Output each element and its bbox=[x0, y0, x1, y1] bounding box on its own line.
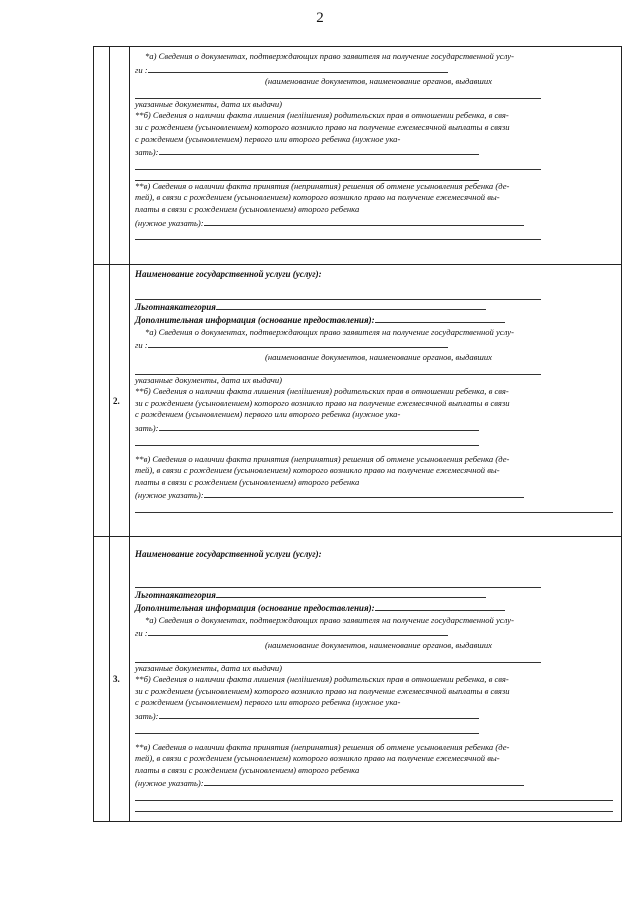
section-a-caption: (наименование документов, наименование органов, выдавших bbox=[265, 639, 492, 650]
section-b-text-3: с рождением (усыновлением) первого или второго ребенка (нужное ука- bbox=[135, 409, 401, 420]
blank-line[interactable] bbox=[135, 88, 541, 99]
additional-info-field[interactable] bbox=[375, 601, 505, 611]
section-a-caption: (наименование документов, наименование органов, выдавших bbox=[265, 351, 492, 362]
section-a-text-2: ги : bbox=[135, 64, 148, 75]
section-v-text-3: платы в связи с рождением (усыновлением) второго ребенка bbox=[135, 764, 360, 775]
row-number: 3. bbox=[113, 674, 120, 684]
blank-line[interactable] bbox=[135, 289, 541, 300]
section-v-text-4: (нужное указать): bbox=[135, 490, 204, 501]
row-content bbox=[130, 537, 622, 822]
table-row bbox=[94, 265, 622, 537]
section-b-field[interactable] bbox=[159, 145, 479, 155]
section-b-text-4: зать): bbox=[135, 422, 159, 433]
blank-line[interactable] bbox=[135, 790, 613, 801]
section-v-text-2: тей), в связи с рождением (усыновлением) которого возникло право на получение ежемесячной вы- bbox=[135, 465, 500, 476]
section-a-caption-2: указанные документы, дата их выдачи) bbox=[135, 98, 283, 109]
section-a-text: *а) Сведения о документах, подтверждающих право заявителя на получение государственной услу- bbox=[145, 51, 514, 61]
section-a-caption-2: указанные документы, дата их выдачи) bbox=[135, 662, 283, 673]
table-row bbox=[94, 537, 622, 822]
section-v-field[interactable] bbox=[204, 776, 524, 786]
blank-line[interactable] bbox=[135, 229, 541, 240]
section-v-text: **в) Сведения о наличии факта принятия (непринятия) решения об отмене усыновления ребенка (де- bbox=[135, 180, 510, 191]
section-a-caption: (наименование документов, наименование органов, выдавших bbox=[265, 76, 492, 87]
section-b-field[interactable] bbox=[159, 421, 479, 431]
blank-line[interactable] bbox=[135, 801, 613, 812]
section-v-text: **в) Сведения о наличии факта принятия (непринятия) решения об отмене усыновления ребенка (де- bbox=[135, 741, 510, 752]
section-a-field[interactable] bbox=[148, 338, 448, 348]
empty-cell bbox=[94, 537, 110, 822]
section-a-field[interactable] bbox=[148, 63, 448, 73]
category-label: Льготнаякатегория bbox=[135, 589, 216, 600]
row-number-cell bbox=[110, 265, 130, 537]
blank-line[interactable] bbox=[135, 170, 479, 181]
application-table bbox=[93, 46, 622, 822]
blank-line[interactable] bbox=[135, 652, 541, 663]
section-b-text-4: зать): bbox=[135, 710, 159, 721]
page-number: 2 bbox=[316, 10, 324, 26]
section-v-field[interactable] bbox=[204, 216, 524, 226]
section-a-text: *а) Сведения о документах, подтверждающих право заявителя на получение государственной услу- bbox=[145, 326, 514, 337]
section-v-text-3: платы в связи с рождением (усыновлением) второго ребенка bbox=[135, 203, 360, 214]
blank-line[interactable] bbox=[135, 502, 613, 513]
empty-cell bbox=[94, 47, 110, 265]
table-row bbox=[94, 47, 622, 265]
row-number-cell bbox=[110, 47, 130, 265]
blank-line[interactable] bbox=[135, 364, 541, 375]
section-a-field[interactable] bbox=[148, 626, 448, 636]
section-b-text: **б) Сведения о наличии факта лишения (неліішения) родительских прав в отношении ребенка, в свя- bbox=[135, 110, 509, 121]
section-b-text: **б) Сведения о наличии факта лишения (неліішения) родительских прав в отношении ребенка, в свя- bbox=[135, 386, 509, 397]
category-field[interactable] bbox=[216, 300, 486, 310]
section-b-text-2: зи с рождением (усыновлением) которого возникло право на получение ежемесячной выплаты в связи bbox=[135, 121, 510, 132]
section-b-text-3: с рождением (усыновлением) первого или второго ребенка (нужное ука- bbox=[135, 697, 401, 708]
section-b-text: **б) Сведения о наличии факта лишения (неліішения) родительских прав в отношении ребенка, в свя- bbox=[135, 674, 509, 685]
section-a-text-2: ги : bbox=[135, 628, 148, 639]
section-b-text-4: зать): bbox=[135, 147, 159, 158]
section-b-text-2: зи с рождением (усыновлением) которого возникло право на получение ежемесячной выплаты в связи bbox=[135, 397, 510, 408]
blank-line[interactable] bbox=[135, 577, 541, 588]
section-b-text-3: с рождением (усыновлением) первого или второго ребенка (нужное ука- bbox=[135, 133, 401, 144]
section-v-text: **в) Сведения о наличии факта принятия (непринятия) решения об отмене усыновления ребенка (де- bbox=[135, 453, 510, 464]
additional-info-field[interactable] bbox=[375, 313, 505, 323]
empty-cell bbox=[94, 265, 110, 537]
category-field[interactable] bbox=[216, 588, 486, 598]
blank-line[interactable] bbox=[135, 435, 479, 446]
section-v-field[interactable] bbox=[204, 488, 524, 498]
section-v-text-3: платы в связи с рождением (усыновлением) второго ребенка bbox=[135, 476, 360, 487]
section-v-text-2: тей), в связи с рождением (усыновлением) которого возникло право на получение ежемесячной вы- bbox=[135, 192, 500, 203]
section-a-caption-2: указанные документы, дата их выдачи) bbox=[135, 374, 283, 385]
section-a-text-2: ги : bbox=[135, 340, 148, 351]
section-v-text-4: (нужное указать): bbox=[135, 778, 204, 789]
blank-line[interactable] bbox=[135, 159, 541, 170]
category-label: Льготнаякатегория bbox=[135, 301, 216, 312]
section-v-text-4: (нужное указать): bbox=[135, 217, 204, 228]
blank-line[interactable] bbox=[135, 723, 479, 734]
section-a-text: *а) Сведения о документах, подтверждающих право заявителя на получение государственной услу- bbox=[145, 614, 514, 625]
service-label: Наименование государственной услуги (услуг): bbox=[135, 549, 322, 559]
section-b-text-2: зи с рождением (усыновлением) которого возникло право на получение ежемесячной выплаты в связи bbox=[135, 685, 510, 696]
service-label: Наименование государственной услуги (услуг): bbox=[135, 269, 322, 279]
additional-info-label: Дополнительная информация (основание предоставления): bbox=[135, 603, 375, 614]
section-b-field[interactable] bbox=[159, 709, 479, 719]
row-content bbox=[130, 47, 622, 265]
additional-info-label: Дополнительная информация (основание предоставления): bbox=[135, 315, 375, 326]
row-number: 2. bbox=[113, 395, 120, 406]
row-content bbox=[130, 265, 622, 537]
section-v-text-2: тей), в связи с рождением (усыновлением) которого возникло право на получение ежемесячной вы- bbox=[135, 753, 500, 764]
row-number-cell bbox=[110, 537, 130, 822]
